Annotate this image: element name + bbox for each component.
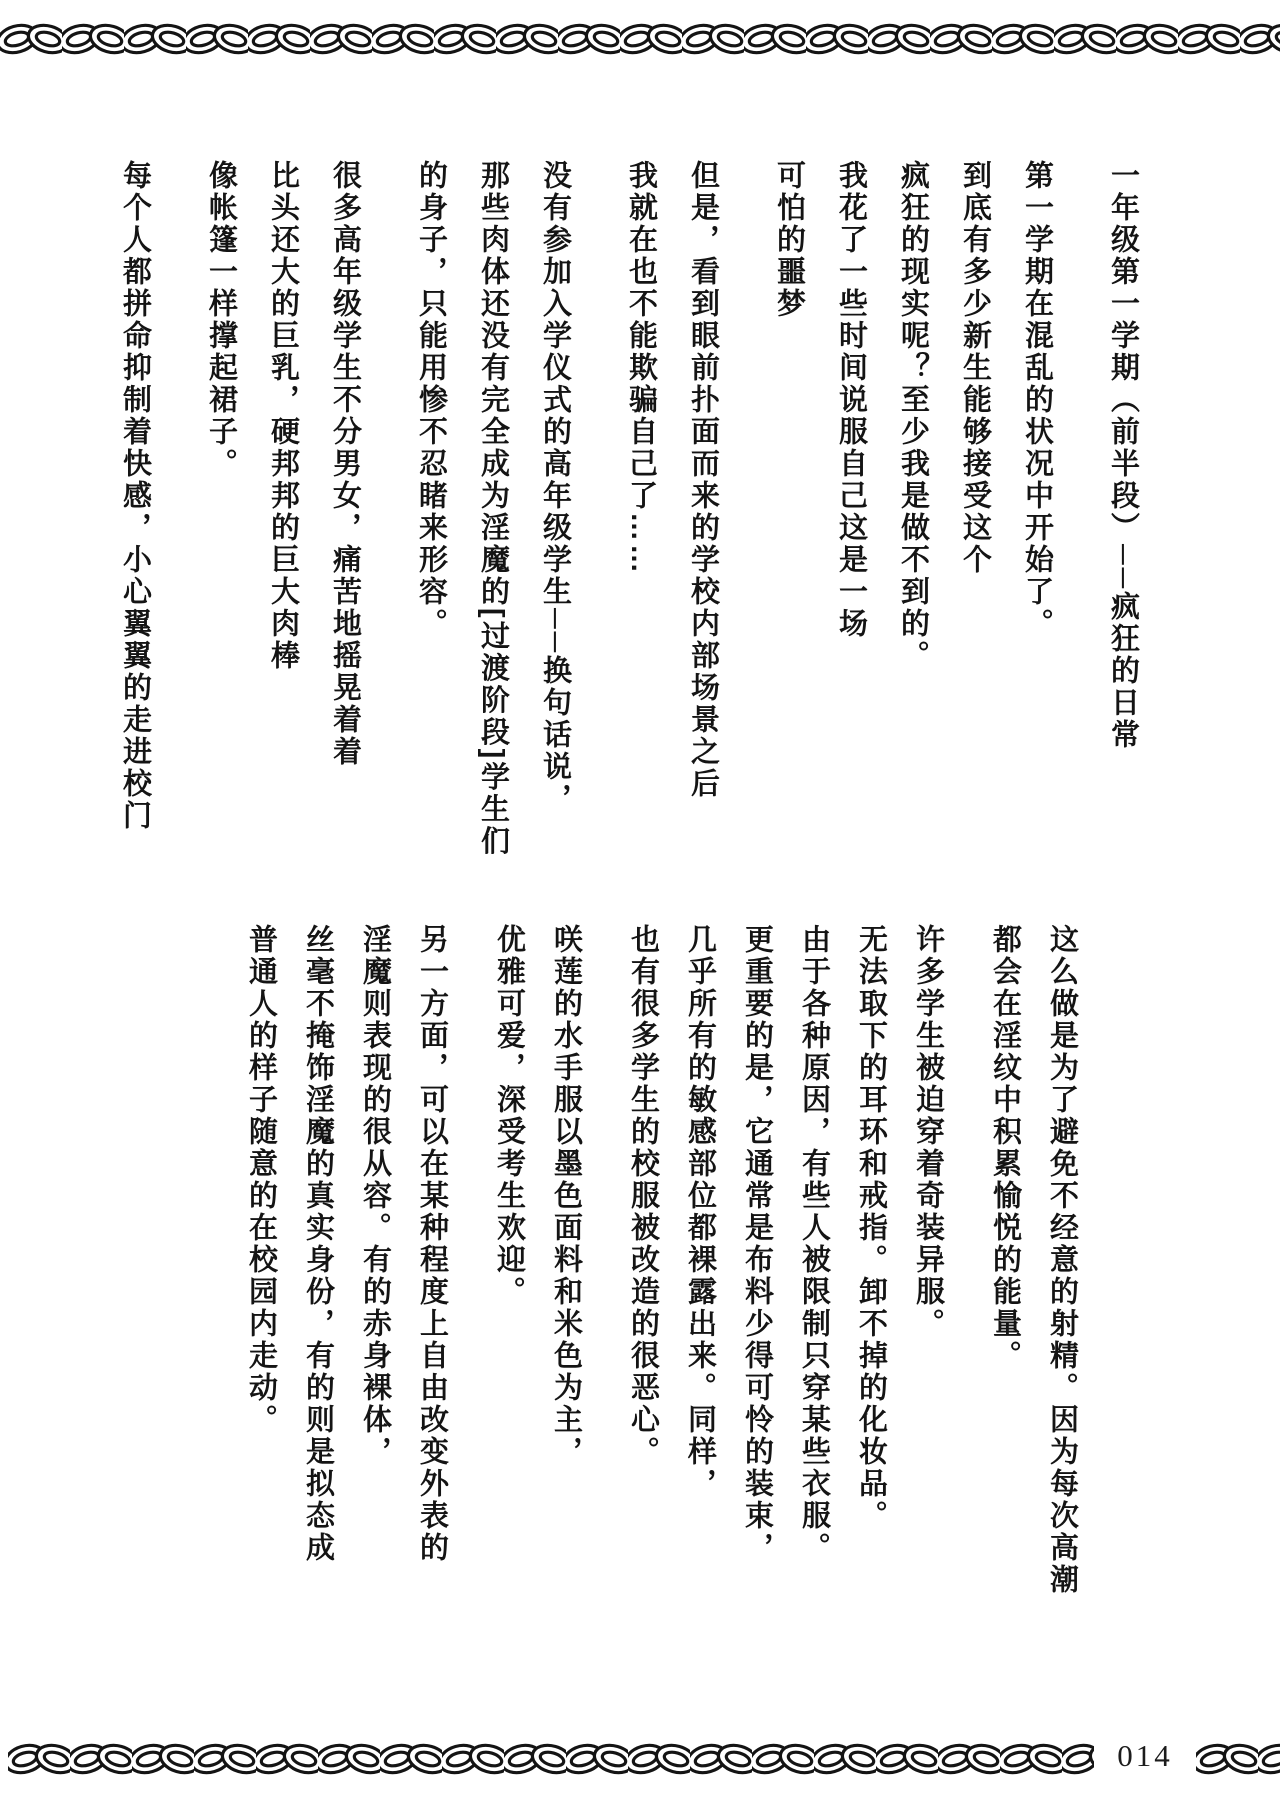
vertical-text-column: 我花了一些时间说服自己这是一场 xyxy=(835,160,867,640)
vertical-text-column: 优雅可爱，深受考生欢迎。 xyxy=(493,924,525,1308)
paragraph xyxy=(232,924,460,1674)
vertical-text-column: 几乎所有的敏感部位都裸露出来。同样， xyxy=(684,924,716,1500)
vertical-text-column: 另一方面，可以在某种程度上自由改变外表的 xyxy=(416,924,448,1564)
vertical-text-column: 像帐篷一样撑起裙子。 xyxy=(205,160,237,480)
paragraph xyxy=(1092,160,1154,950)
vertical-text-column: 没有参加入学仪式的高年级学生──换句话说， xyxy=(539,160,571,816)
paragraph xyxy=(104,160,166,950)
paragraph xyxy=(758,160,1068,950)
vertical-text-column: 无法取下的耳环和戒指。卸不掉的化妆品。 xyxy=(855,924,887,1532)
vertical-text-column: 疯狂的现实呢？至少我是做不到的。 xyxy=(897,160,929,672)
vertical-text-column: 这么做是为了避免不经意的射精。因为每次高潮 xyxy=(1046,924,1078,1596)
vertical-text-column: 比头还大的巨乳，硬邦邦的巨大肉棒 xyxy=(267,160,299,672)
vertical-text-column: 丝毫不掩饰淫魔的真实身份，有的则是拟态成 xyxy=(302,924,334,1564)
vertical-text-column: 也有很多学生的校服被改造的很恶心。 xyxy=(627,924,659,1468)
chain-border-bottom-left-icon xyxy=(8,1736,1094,1780)
vertical-text-column: 可怕的噩梦 xyxy=(773,160,805,320)
vertical-text-column: 由于各种原因，有些人被限制只穿某些衣服。 xyxy=(798,924,830,1564)
paragraph xyxy=(400,160,586,950)
paragraph xyxy=(614,924,956,1674)
paragraph xyxy=(480,924,594,1674)
vertical-text-column: 许多学生被迫穿着奇装异服。 xyxy=(912,924,944,1340)
paragraph xyxy=(190,160,376,950)
vertical-text-column: 一年级第一学期（前半段）──疯狂的日常 xyxy=(1107,160,1139,752)
chain-border-bottom-right-icon xyxy=(1196,1736,1280,1780)
vertical-text-column: 都会在淫纹中积累愉悦的能量。 xyxy=(989,924,1021,1372)
vertical-text-column: 每个人都拼命抑制着快感，小心翼翼的走进校门 xyxy=(119,160,151,832)
vertical-text-column: 更重要的是，它通常是布料少得可怜的装束， xyxy=(741,924,773,1564)
vertical-text-column: 普通人的样子随意的在校园内走动。 xyxy=(245,924,277,1436)
vertical-text-column: 淫魔则表现的很从容。有的赤身裸体， xyxy=(359,924,391,1468)
vertical-text-column: 那些肉体还没有完全成为淫魔的[过渡阶段]学生们 xyxy=(477,160,509,858)
vertical-text-column: 到底有多少新生能够接受这个 xyxy=(959,160,991,576)
paragraph xyxy=(610,160,734,950)
paragraph xyxy=(976,924,1090,1674)
vertical-text-column: 的身子，只能用惨不忍睹来形容。 xyxy=(415,160,447,640)
vertical-text-column: 我就在也不能欺骗自己了…… xyxy=(625,160,657,576)
bottom-text-block xyxy=(232,924,1090,1674)
vertical-text-column: 第一学期在混乱的状况中开始了。 xyxy=(1021,160,1053,640)
page-number: 014 xyxy=(1117,1738,1173,1773)
vertical-text-column: 咲莲的水手服以墨色面料和米色为主， xyxy=(550,924,582,1468)
vertical-text-column: 很多高年级学生不分男女，痛苦地摇晃着着 xyxy=(329,160,361,768)
top-text-block xyxy=(104,160,1154,950)
chain-border-top-icon xyxy=(0,16,1280,64)
vertical-text-column: 但是，看到眼前扑面而来的学校内部场景之后 xyxy=(687,160,719,800)
